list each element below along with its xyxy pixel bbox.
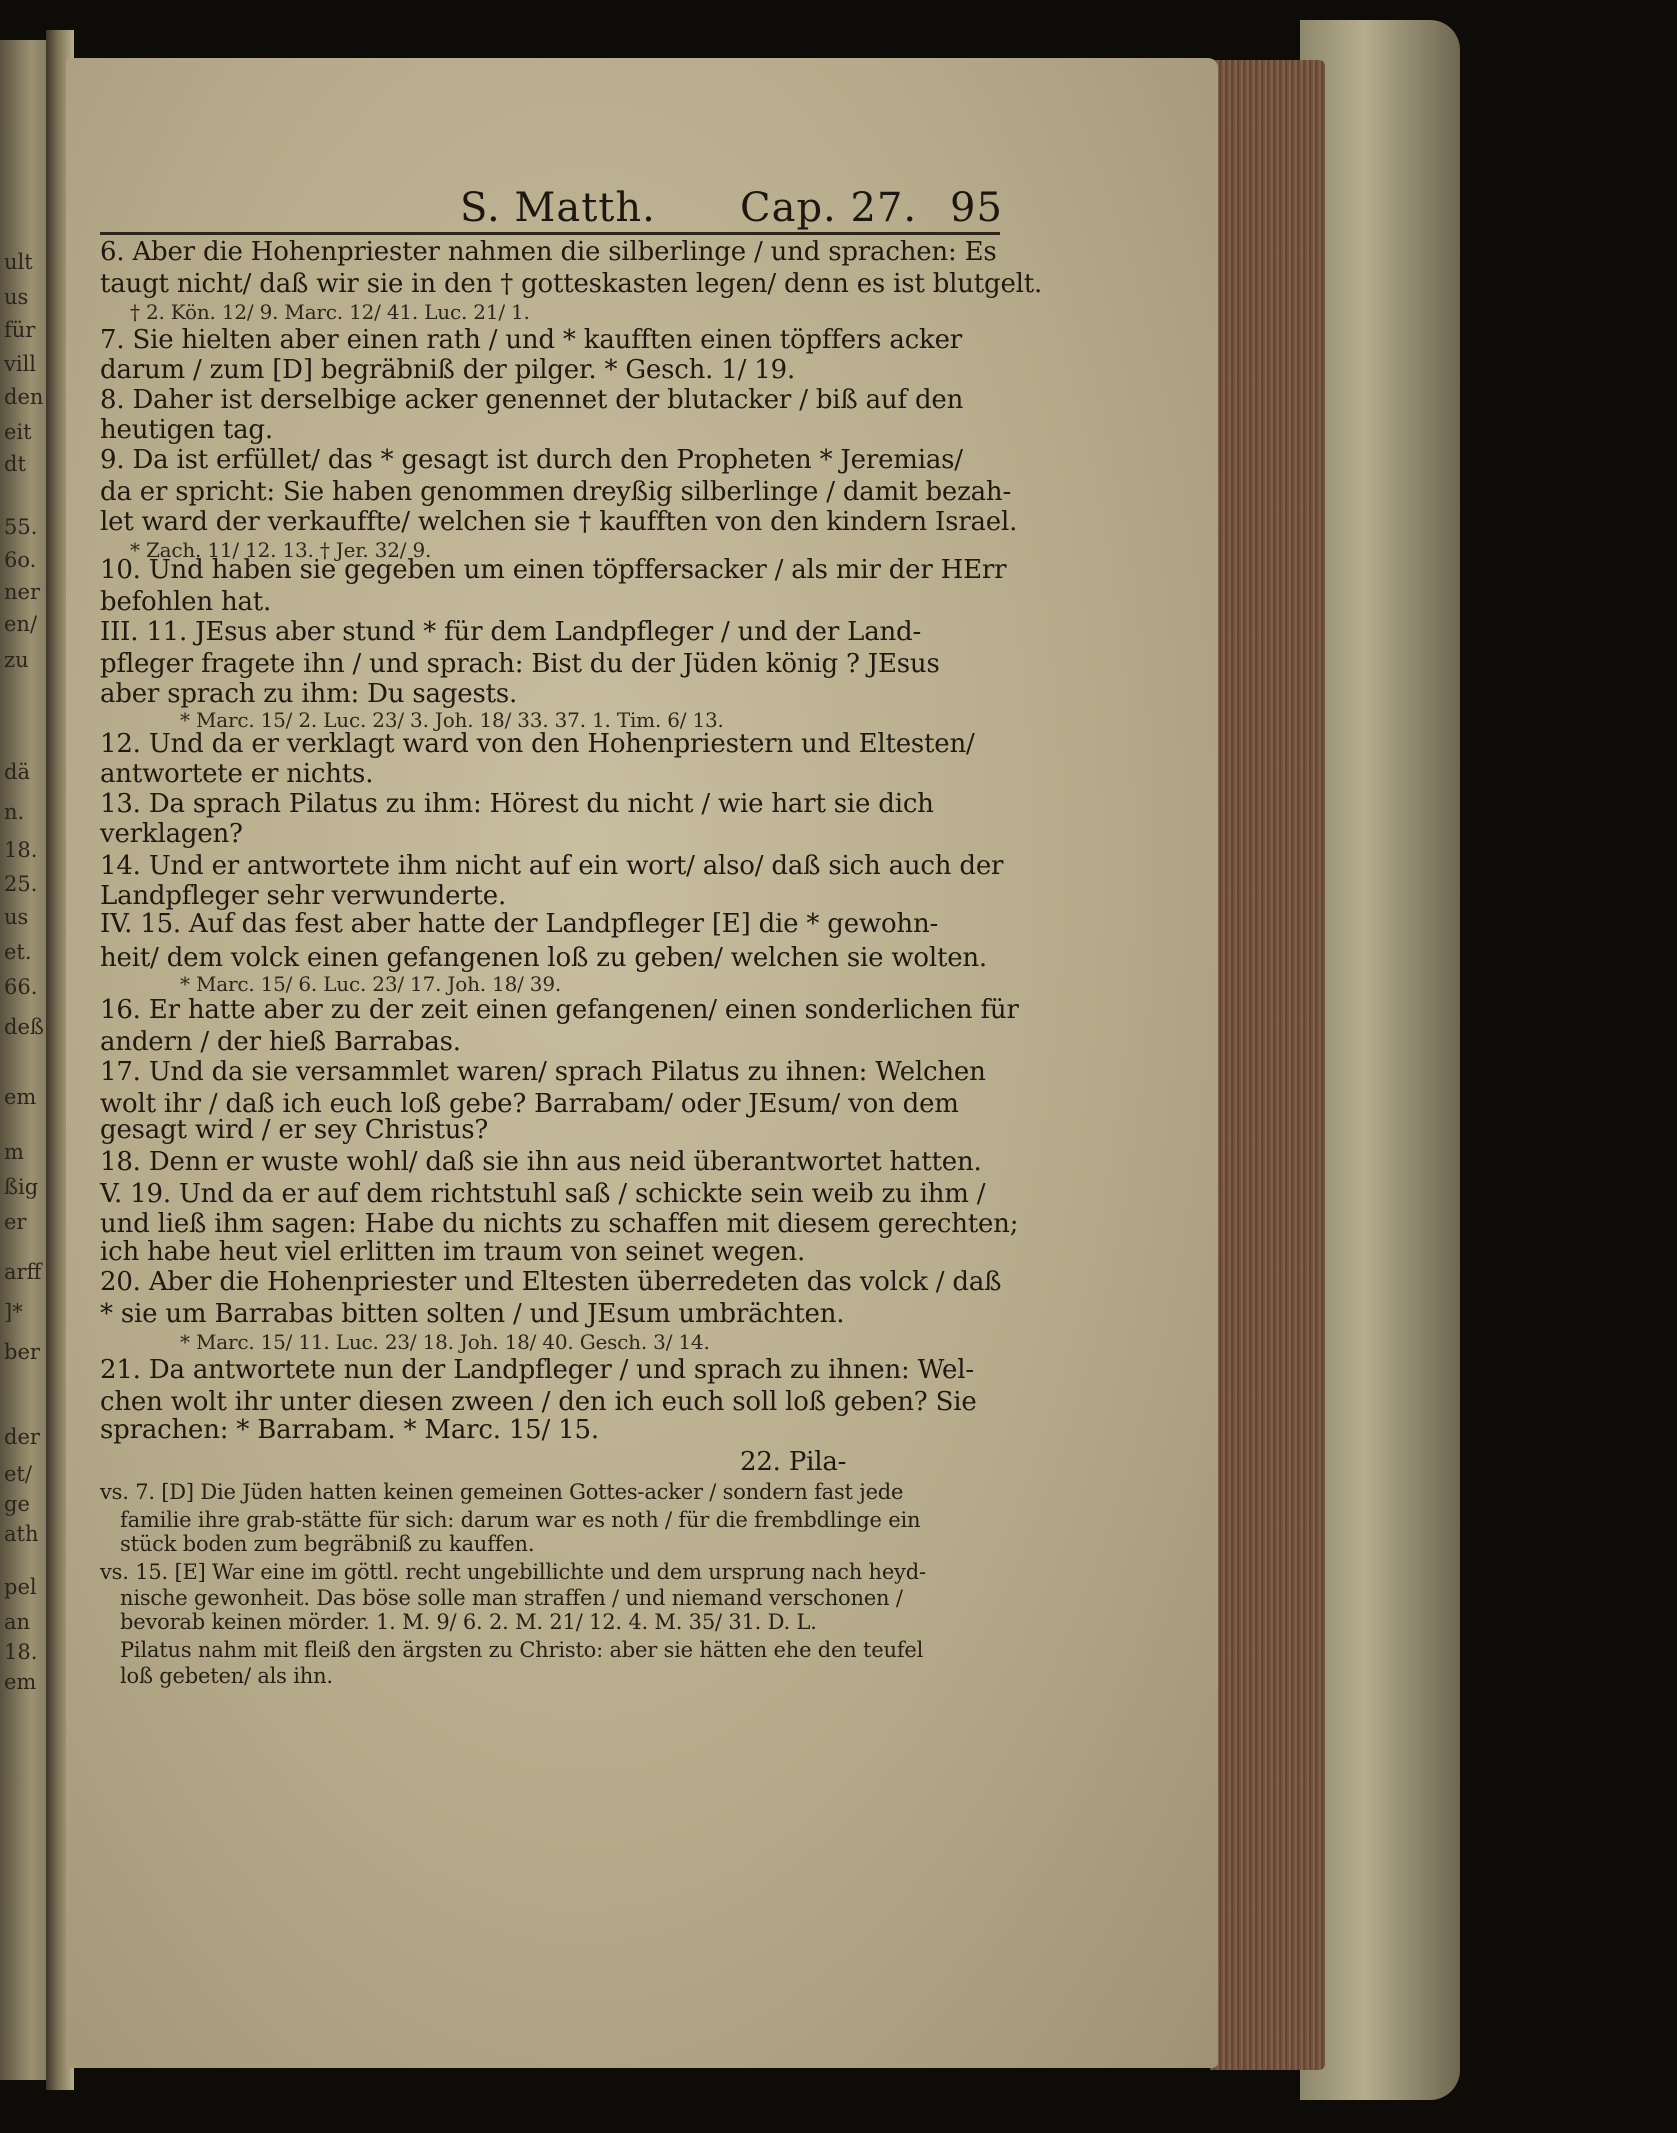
left-page-fragment: 25. (4, 872, 38, 896)
verse-line: darum / zum [D] begräbniß der pilger. * Gesch. 1/ 19. (100, 355, 796, 385)
left-page-fragment: vill (4, 352, 37, 376)
header-book: S. Matth. (460, 185, 656, 231)
verse-line: aber sprach zu ihm: Du sagests. (100, 679, 518, 709)
verse-line: 8. Daher ist derselbige acker genennet der blutacker / biß auf den (100, 385, 964, 415)
verse-line: 18. Denn er wuste wohl/ daß sie ihn aus neid überantwortet hatten. (100, 1147, 982, 1177)
left-page-fragment: arff (4, 1260, 42, 1284)
left-page-fragment: em (4, 1085, 37, 1109)
verse-line: pfleger fragete ihn / und sprach: Bist du der Jüden könig ? JEsus (100, 649, 940, 679)
verse-line: befohlen hat. (100, 587, 272, 617)
left-page-fragment: 18. (4, 1640, 38, 1664)
verse-line: taugt nicht/ daß wir sie in den † gotteskasten legen/ denn es ist blutgelt. (100, 269, 1043, 299)
left-page-fragment: et. (4, 940, 32, 964)
verse-line: * Zach. 11/ 12. 13. † Jer. 32/ 9. (130, 538, 432, 562)
left-page-fragment: 66. (4, 975, 38, 999)
verse-line: gesagt wird / er sey Christus? (100, 1115, 489, 1145)
verse-line: 22. Pila- (740, 1447, 847, 1477)
verse-line: * sie um Barrabas bitten solten / und JEsum umbrächten. (100, 1299, 845, 1329)
page-edges (1210, 60, 1325, 2070)
left-page-fragment: an (4, 1610, 31, 1634)
left-page-fragment: 6o. (4, 548, 37, 572)
verse-line: 6. Aber die Hohenpriester nahmen die silberlinge / und sprachen: Es (100, 237, 997, 267)
verse-line: heutigen tag. (100, 415, 273, 445)
left-page-fragment: ath (4, 1522, 39, 1546)
verse-line: * Marc. 15/ 2. Luc. 23/ 3. Joh. 18/ 33. 37. 1. Tim. 6/ 13. (180, 708, 724, 732)
footnote-line: nische gewonheit. Das böse solle man straffen / und niemand verschonen / (120, 1586, 903, 1610)
verse-line: 12. Und da er verklagt ward von den Hohenpriestern und Eltesten/ (100, 729, 975, 759)
header-chapter: Cap. 27. (740, 185, 918, 231)
verse-line: sprachen: * Barrabam. * Marc. 15/ 15. (100, 1415, 599, 1445)
verse-line: let ward der verkauffte/ welchen sie † kaufften von den kindern Israel. (100, 507, 1018, 537)
verse-line: IV. 15. Auf das fest aber hatte der Landpfleger [E] die * gewohn- (100, 909, 939, 939)
verse-line: andern / der hieß Barrabas. (100, 1027, 461, 1057)
verse-line: Landpfleger sehr verwunderte. (100, 881, 507, 911)
left-page-fragment: pel (4, 1575, 37, 1599)
left-page-fragment: ßig (4, 1175, 39, 1199)
verse-line: heit/ dem volck einen gefangenen loß zu geben/ welchen sie wolten. (100, 943, 987, 973)
verse-line: 13. Da sprach Pilatus zu ihm: Hörest du nicht / wie hart sie dich (100, 789, 934, 819)
verse-line: ich habe heut viel erlitten im traum von seinet wegen. (100, 1237, 806, 1267)
footnote-line: vs. 7. [D] Die Jüden hatten keinen gemeinen Gottes-acker / sondern fast jede (100, 1480, 904, 1504)
left-page-edge (0, 40, 52, 2080)
verse-line: † 2. Kön. 12/ 9. Marc. 12/ 41. Luc. 21/ 1. (130, 300, 530, 324)
verse-line: * Marc. 15/ 6. Luc. 23/ 17. Joh. 18/ 39. (180, 972, 562, 996)
left-page-fragment: ]* (4, 1300, 23, 1324)
left-page-fragment: et/ (4, 1462, 32, 1486)
page-number: 95 (950, 185, 1003, 231)
verse-line: 20. Aber die Hohenpriester und Eltesten überredeten das volck / daß (100, 1267, 1002, 1297)
verse-line: 17. Und da sie versammlet waren/ sprach Pilatus zu ihnen: Welchen (100, 1057, 986, 1087)
verse-line: und ließ ihm sagen: Habe du nichts zu schaffen mit diesem gerechten; (100, 1209, 1019, 1239)
verse-line: 16. Er hatte aber zu der zeit einen gefangenen/ einen sonderlichen für (100, 995, 1019, 1025)
verse-line: verklagen? (100, 819, 243, 849)
footnote-line: Pilatus nahm mit fleiß den ärgsten zu Christo: aber sie hätten ehe den teufel (120, 1638, 924, 1662)
verse-line: da er spricht: Sie haben genommen dreyßig silberlinge / damit bezah- (100, 477, 1012, 507)
left-page-fragment: zu (4, 648, 29, 672)
left-page-fragment: en/ (4, 612, 38, 636)
verse-line: * Marc. 15/ 11. Luc. 23/ 18. Joh. 18/ 40. Gesch. 3/ 14. (180, 1330, 710, 1354)
footnote-line: stück boden zum begräbniß zu kauffen. (120, 1532, 535, 1556)
left-page-fragment: us (4, 905, 29, 929)
left-page-fragment: 55. (4, 515, 38, 539)
left-page-fragment: ner (4, 580, 40, 604)
running-header (460, 185, 1020, 235)
left-page-fragment: ber (4, 1340, 40, 1364)
left-page-fragment: eit (4, 420, 32, 444)
footnote-line: vs. 15. [E] War eine im göttl. recht ungebillichte und dem ursprung nach heyd- (100, 1560, 926, 1584)
left-page-fragment: ult (4, 250, 33, 274)
left-page-fragment: 18. (4, 838, 38, 862)
verse-line: chen wolt ihr unter diesen zween / den ich euch soll loß geben? Sie (100, 1387, 977, 1417)
verse-line: wolt ihr / daß ich euch loß gebe? Barrabam/ oder JEsum/ von dem (100, 1089, 959, 1119)
footnote-line: familie ihre grab-stätte für sich: darum war es noth / für die frembdlinge ein (120, 1508, 921, 1532)
left-page-fragment: der (4, 1425, 40, 1449)
verse-line: antwortete er nichts. (100, 759, 374, 789)
left-page-fragment: deß (4, 1015, 44, 1039)
verse-line: 14. Und er antwortete ihm nicht auf ein wort/ also/ daß sich auch der (100, 851, 1004, 881)
left-page-fragment: er (4, 1210, 27, 1234)
footnote-line: bevorab keinen mörder. 1. M. 9/ 6. 2. M. 21/ 12. 4. M. 35/ 31. D. L. (120, 1610, 817, 1634)
verse-line: 9. Da ist erfüllet/ das * gesagt ist durch den Propheten * Jeremias/ (100, 445, 963, 475)
left-page-fragment: m (4, 1140, 24, 1164)
verse-line: 7. Sie hielten aber einen rath / und * kaufften einen töpffers acker (100, 325, 962, 355)
left-page-fragment: den (4, 385, 44, 409)
verse-line: V. 19. Und da er auf dem richtstuhl saß / schickte sein weib zu ihm / (100, 1179, 986, 1209)
left-page-fragment: us (4, 285, 29, 309)
left-page-fragment: für (4, 318, 36, 342)
verse-line: 10. Und haben sie gegeben um einen töpffersacker / als mir der HErr (100, 555, 1007, 585)
left-page-fragment: ge (4, 1492, 30, 1516)
footnote-line: loß gebeten/ als ihn. (120, 1664, 333, 1688)
left-page-fragment: em (4, 1670, 37, 1694)
left-page-fragment: n. (4, 800, 25, 824)
verse-line: 21. Da antwortete nun der Landpfleger / und sprach zu ihnen: Wel- (100, 1355, 974, 1385)
left-page-fragment: dt (4, 452, 26, 476)
verse-line: III. 11. JEsus aber stund * für dem Landpfleger / und der Land- (100, 617, 922, 647)
left-page-fragment: dä (4, 760, 30, 784)
